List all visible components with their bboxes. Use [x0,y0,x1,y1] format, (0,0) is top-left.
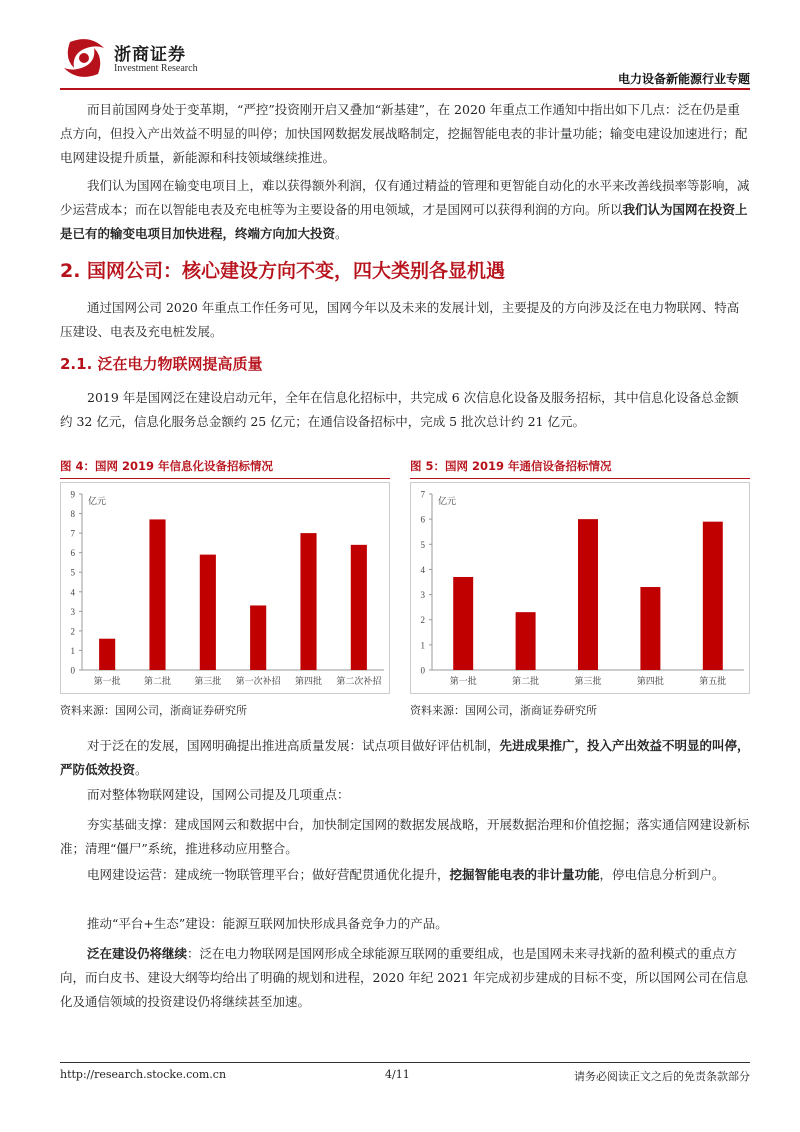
x-tick-label: 第五批 [699,676,727,686]
y-tick-label: 6 [70,548,75,559]
bar [640,587,660,670]
x-tick-label: 第四批 [294,676,323,686]
x-tick-label: 第一批 [449,676,477,686]
brand-name-en: Investment Research [114,63,198,74]
header-divider [60,88,750,90]
zheshang-logo-icon [60,36,108,80]
paragraph-3 [60,296,750,344]
paragraph-4 [60,386,750,434]
y-tick-label: 1 [420,640,425,651]
brand-name: 浙商证券 [114,45,186,65]
paragraph-text: 而目前国网身处于变革期，“严控”投资刚开启又叠加“新基建”，在 2020 年重点工作通知中指出如下几点：泛在仍是重点方向，但投入产出效益不明显的叫停；加快国网数据发展战略制定，挖掘智能电表的非计量功能；输变电建设加速进行；配电网建设提升质量，新能源和科技领域继续推进。 [60,102,748,165]
paragraph-text: 我们认为国网在输变电项目上，难以获得额外利润，仅有通过精益的管理和更智能自动化的水平来改善线损率等影响，减少运营成本；而在以智能电表及充电桩等为主要设备的用电领域，才是国网可以获得利润的方向。所以 [60,178,750,217]
y-tick-label: 9 [70,489,75,500]
bar [200,555,216,670]
y-tick-label: 7 [70,528,75,539]
paragraph-text: 2019 年是国网泛在建设启动元年，全年在信息化招标中，共完成 6 次信息化设备及服务招标，其中信息化设备总金额约 32 亿元，信息化服务总金额约 25 亿元；在通信设备招标中，完成 5 批次总计约 21 亿元。 [60,390,739,429]
y-tick-label: 1 [70,645,75,656]
x-tick-label: 第一批 [93,676,121,686]
y-tick-label: 0 [420,665,425,676]
y-tick-label: 3 [70,606,75,617]
footer-url: http://research.stocke.com.cn [60,1068,227,1081]
paragraph-6 [60,783,750,807]
bar [149,519,165,670]
figure-4-source: 资料来源：国网公司，浙商证券研究所 [60,704,247,717]
footer-disclaimer: 请务必阅读正文之后的免责条款部分 [574,1070,750,1083]
paragraph-5 [60,734,750,782]
paragraph-emphasis: 先进成果推广，投入产出效益不明显的叫停，严防低效投资 [60,738,750,777]
bar [250,605,266,670]
y-tick-label: 3 [420,590,425,601]
y-axis-unit-label: 亿元 [438,496,457,506]
y-axis-unit-label: 亿元 [88,496,107,506]
paragraph-text: 对于泛在的发展，国网明确提出推进高质量发展：试点项目做好评估机制， [87,738,500,753]
paragraph-text: 夯实基础支撑：建成国网云和数据中台，加快制定国网的数据发展战略，开展数据治理和价值挖掘；落实通信网建设新标准；清理“僵尸”系统，推进移动应用整合。 [60,817,750,856]
paragraph-text: 通过国网公司 2020 年重点工作任务可见，国网今年以及未来的发展计划，主要提及的方向涉及泛在电力物联网、特高压建设、电表及充电桩发展。 [60,300,740,339]
section-heading: 2. 国网公司：核心建设方向不变，四大类别各显机遇 [60,260,506,282]
y-tick-label: 8 [70,509,75,520]
x-tick-label: 第一次补招 [235,676,281,686]
paragraph-text: ：泛在电力物联网是国网形成全球能源互联网的重要组成，也是国网未来寻找新的盈利模式的重点方向，而白皮书、建设大纲等均给出了明确的规划和进程，2020 年纪 2021 年完成初步建成的目标不变，所以国网公司在信息化及通信领域的投资建设仍将继续甚至加速。 [60,946,749,1009]
figure-5-chart [410,482,750,694]
y-tick-label: 2 [420,615,425,626]
bar [516,612,536,670]
x-tick-label: 第三批 [194,676,222,686]
figure-5-title: 图 5：国网 2019 年通信设备招标情况 [410,459,612,473]
bar [578,519,598,670]
figure-4-rule [60,478,390,479]
y-tick-label: 5 [70,567,75,578]
y-tick-label: 6 [420,514,425,525]
figure-4-title: 图 4：国网 2019 年信息化设备招标情况 [60,459,274,473]
footer-divider [60,1062,750,1063]
paragraph-text: 推动“平台+生态”建设：能源互联网加快形成具备竞争力的产品。 [87,916,448,931]
paragraph-9 [60,912,750,936]
y-tick-label: 5 [420,539,425,550]
y-tick-label: 0 [70,665,75,676]
paragraph-text: 而对整体物联网建设，国网公司提及几项重点： [87,787,350,802]
figure-5-rule [410,478,750,479]
x-tick-label: 第二批 [512,676,540,686]
bar [703,522,723,670]
paragraph-text: 。 [335,226,348,241]
paragraph-2 [60,174,750,246]
paragraph-emphasis: 挖掘智能电表的非计量功能 [449,867,600,882]
paragraph-text: ，停电信息分析到户。 [599,867,725,882]
paragraph-10 [60,942,750,1014]
paragraph-7 [60,813,750,861]
x-tick-label: 第二次补招 [336,676,382,686]
figure-5-source: 资料来源：国网公司，浙商证券研究所 [410,704,597,717]
report-type: 电力设备新能源行业专题 [617,72,750,86]
subsection-heading: 2.1. 泛在电力物联网提高质量 [60,355,263,373]
bar [99,639,115,670]
x-tick-label: 第三批 [574,676,602,686]
bar [300,533,316,670]
y-tick-label: 4 [70,587,75,598]
paragraph-text: 电网建设运营：建成统一物联管理平台；做好营配贯通优化提升， [87,867,450,882]
page-header [60,36,750,84]
paragraph-emphasis: 我们认为国网在投资上是已有的输变电项目加快进程，终端方向加大投资 [60,202,748,241]
y-tick-label: 7 [420,489,425,500]
bar [351,545,367,670]
x-tick-label: 第四批 [636,676,664,686]
y-tick-label: 4 [420,564,425,575]
x-tick-label: 第二批 [143,676,172,686]
paragraph-1 [60,98,750,170]
paragraph-text: 。 [135,762,148,777]
bar [453,577,473,670]
paragraph-emphasis: 泛在建设仍将继续 [87,946,188,961]
paragraph-8 [60,863,750,887]
y-tick-label: 2 [70,626,75,637]
page-number: 4/11 [385,1068,410,1081]
figure-4-chart [60,482,390,694]
